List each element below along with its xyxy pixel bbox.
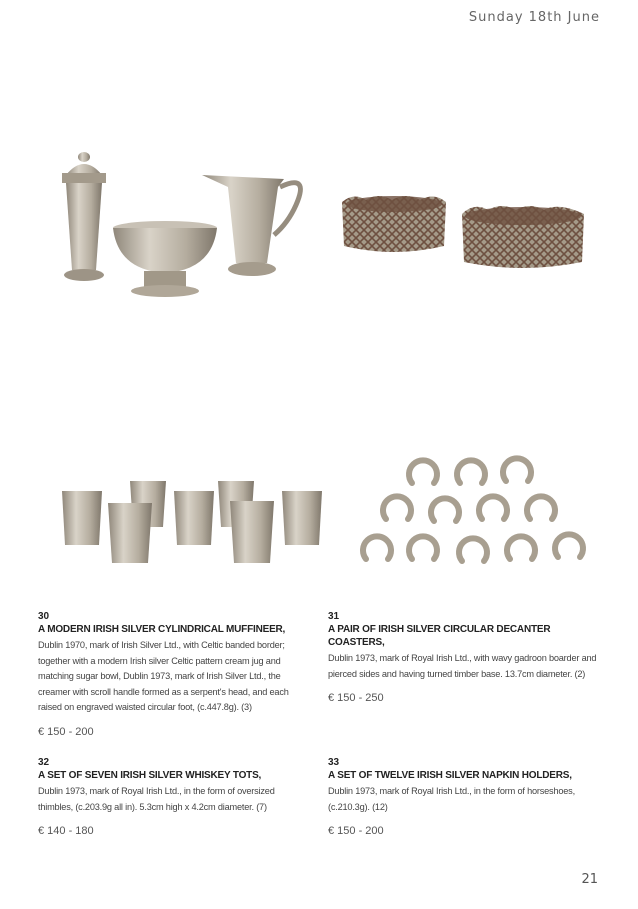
lot-32 [38,756,308,837]
lot-33 [328,756,598,837]
lot-31 [328,610,598,704]
lot-description: Dublin 1973, mark of Royal Irish Ltd., in the form of horseshoes, (c.210.3g). (12) [328,786,575,812]
lot-number: 32 [38,757,50,768]
lot-33-photo [350,455,600,573]
lot-31-photo [340,190,590,280]
cream-jug-image [202,175,300,276]
lot-estimate: € 150 - 200 [38,725,94,738]
lot-title: A PAIR OF IRISH SILVER CIRCULAR DECANTER COASTERS, [328,624,551,648]
page-number: 21 [581,872,598,887]
lot-estimate: € 150 - 200 [328,825,384,837]
page-date: Sunday 18th June [468,10,600,25]
sugar-bowl-image [113,221,217,297]
lot-description: Dublin 1970, mark of Irish Silver Ltd., with Celtic banded border; together with a modern Irish silver Celtic pattern cream jug and matching sugar bowl, Dublin 1973, mark of Irish Silver Ltd., the creamer with scroll handle formed as a serpent's head, and each raised on engraved waisted circular foot, (c.447.8g). (3) [38,640,289,712]
lot-title: A MODERN IRISH SILVER CYLINDRICAL MUFFINEER, [38,624,286,635]
lot-title: A SET OF TWELVE IRISH SILVER NAPKIN HOLDERS, [328,770,572,781]
lot-32-photo [58,475,328,570]
coaster-right-image [462,206,584,268]
lot-number: 33 [328,757,340,768]
lot-number: 31 [328,611,340,622]
coaster-left-image [342,196,446,252]
whiskey-tots-image [62,481,322,563]
lot-description: Dublin 1973, mark of Royal Irish Ltd., in the form of oversized thimbles, (c.203.9g all in). 5.3cm high x 4.2cm diameter. (7) [38,786,275,812]
lot-estimate: € 140 - 180 [38,825,94,837]
lot-estimate: € 150 - 250 [328,692,384,704]
lot-30 [38,610,308,738]
lot-description: Dublin 1973, mark of Royal Irish Ltd., with wavy gadroon boarder and pierced sides and having turned timber base. 13.7cm diameter. (2) [328,653,597,679]
lot-number: 30 [38,611,50,622]
lot-30-photo [52,145,312,305]
horseshoe-napkin-holders-image [363,458,583,561]
muffineer-image [62,152,106,281]
lot-title: A SET OF SEVEN IRISH SILVER WHISKEY TOTS, [38,770,262,781]
